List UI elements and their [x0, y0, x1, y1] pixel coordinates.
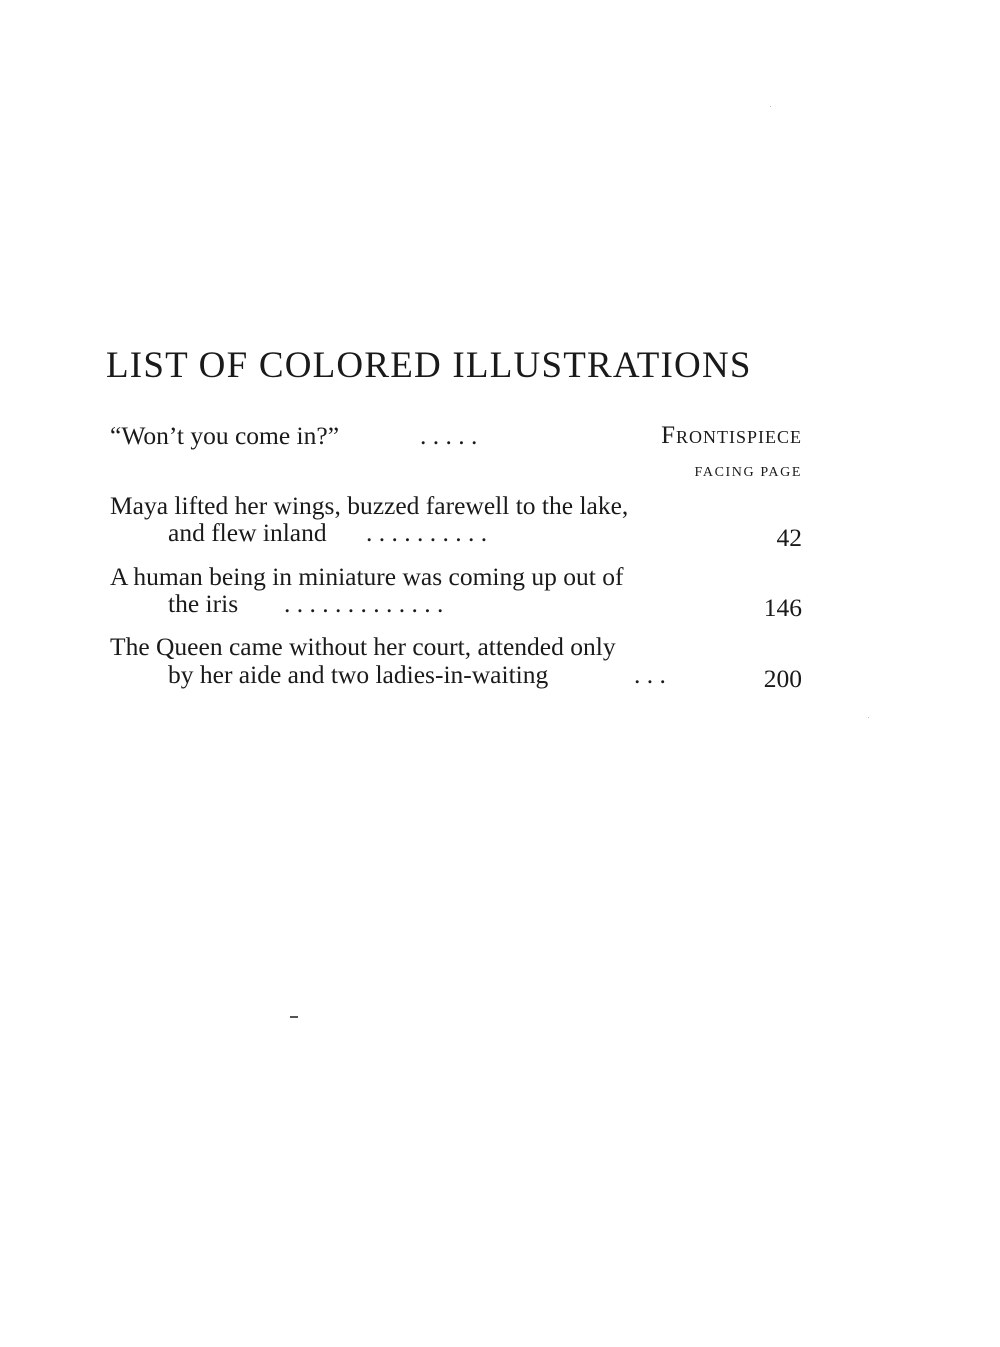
caption-line-2: and flew inland: [168, 518, 327, 547]
page-number: 200: [763, 664, 802, 693]
dot-leader: . . . . . . . . . .: [366, 518, 488, 547]
scan-speck: [770, 106, 771, 107]
caption-line-1: A human being in miniature was coming up out of: [110, 562, 624, 591]
caption-line-1: Maya lifted her wings, buzzed farewell to the lake,: [110, 491, 629, 520]
facing-page-header: FACING PAGE: [694, 465, 802, 480]
dot-leader: . . . . .: [420, 421, 478, 450]
page-title: LIST OF COLORED ILLUSTRATIONS: [106, 345, 752, 386]
caption-line-2: by her aide and two ladies-in-waiting: [168, 660, 549, 689]
caption-line-2: the iris: [168, 589, 239, 618]
dot-leader: . . . . . . . . . . . . .: [284, 589, 444, 618]
frontispiece-label: Frontispiece: [661, 422, 802, 449]
caption-line-1: The Queen came without her court, attended only: [110, 632, 616, 661]
dot-leader: . . .: [634, 660, 666, 689]
page-number: 146: [763, 593, 802, 622]
scan-speck: [868, 717, 869, 718]
scan-speck: [290, 1016, 298, 1018]
page-number: 42: [776, 523, 802, 552]
frontispiece-caption: “Won’t you come in?”: [110, 421, 340, 450]
